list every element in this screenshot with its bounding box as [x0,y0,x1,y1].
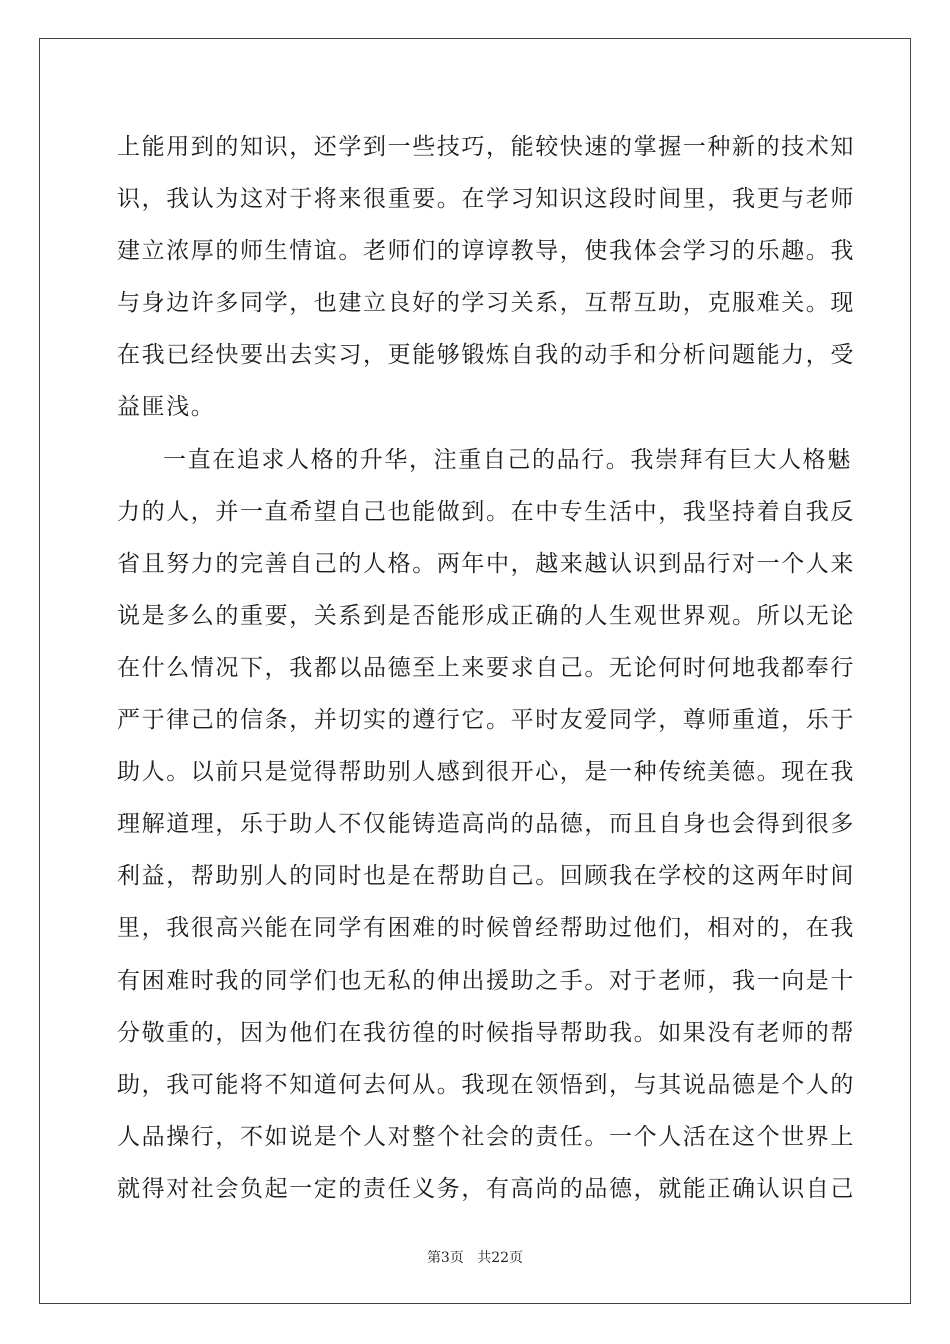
paragraph-1 [117,121,855,434]
text-line: 有困难时我的同学们也无私的伸出援助之手。对于老师，我一向是十 [117,967,855,994]
text-line: 在我已经快要出去实习，更能够锻炼自我的动手和分析问题能力，受 [117,342,855,369]
text-line: 说是多么的重要，关系到是否能形成正确的人生观世界观。所以无论 [117,602,855,629]
text-line: 上能用到的知识，还学到一些技巧，能较快速的掌握一种新的技术知 [117,134,855,160]
text-line: 力的人，并一直希望自己也能做到。在中专生活中，我坚持着自我反 [117,498,855,525]
text-line: 益匪浅。 [117,394,216,421]
document-body [117,121,855,1215]
text-line: 助人。以前只是觉得帮助别人感到很开心，是一种传统美德。现在我 [117,759,855,786]
text-line: 与身边许多同学，也建立良好的学习关系，互帮互助，克服难关。现 [117,290,855,317]
text-line: 严于律己的信条，并切实的遵行它。平时友爱同学，尊师重道，乐于 [117,707,855,734]
text-line: 省且努力的完善自己的人格。两年中，越来越认识到品行对一个人来 [117,550,855,577]
page-total: 共22页 [477,1250,524,1266]
text-line: 建立浓厚的师生情谊。老师们的谆谆教导，使我体会学习的乐趣。我 [117,238,855,265]
page-footer [0,1247,950,1267]
text-line: 里，我很高兴能在同学有困难的时候曾经帮助过他们，相对的，在我 [117,915,855,942]
text-line: 人品操行，不如说是个人对整个社会的责任。一个人活在这个世界上 [117,1123,855,1150]
text-line: 就得对社会负起一定的责任义务，有高尚的品德，就能正确认识自己 [117,1175,855,1202]
text-line: 一直在追求人格的升华，注重自己的品行。我崇拜有巨大人格魅 [163,446,852,473]
text-line: 理解道理，乐于助人不仅能铸造高尚的品德，而且自身也会得到很多 [117,811,855,838]
text-line: 分敬重的，因为他们在我彷徨的时候指导帮助我。如果没有老师的帮 [117,1019,855,1046]
text-line: 利益，帮助别人的同时也是在帮助自己。回顾我在学校的这两年时间 [117,863,855,890]
paragraph-2 [117,434,855,1215]
text-line: 识，我认为这对于将来很重要。在学习知识这段时间里，我更与老师 [117,186,855,213]
page-number: 第3页 [426,1250,464,1266]
text-line: 在什么情况下，我都以品德至上来要求自己。无论何时何地我都奉行 [117,654,855,681]
text-line: 助，我可能将不知道何去何从。我现在领悟到，与其说品德是个人的 [117,1071,855,1098]
